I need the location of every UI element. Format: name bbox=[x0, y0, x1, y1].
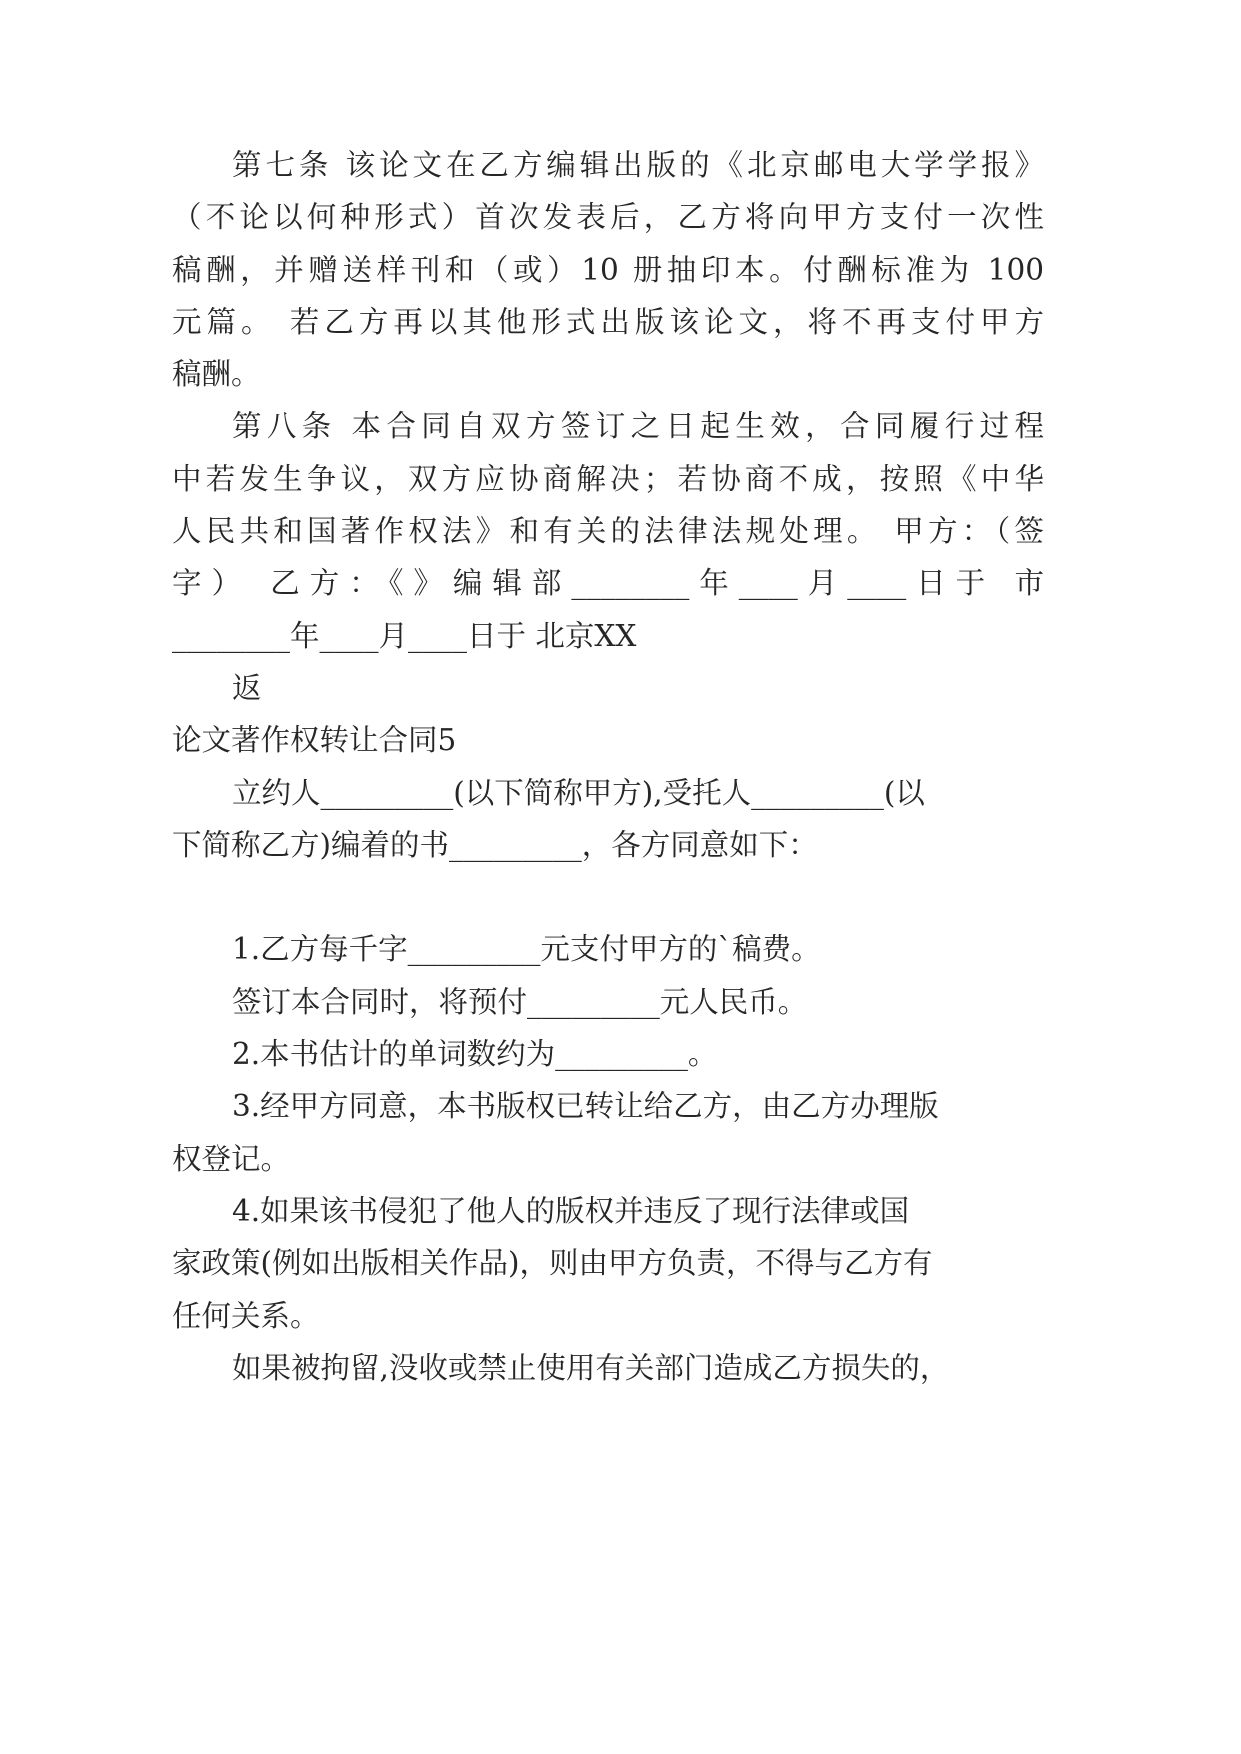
article-7-line: 第七条 该论文在乙方编辑出版的《北京邮电大学学报》 bbox=[232, 148, 1044, 182]
clause-4-line: 任何关系。 bbox=[172, 1298, 320, 1333]
article-8-line: 中若发生争议，双方应协商解决；若协商不成，按照《中华 bbox=[172, 461, 1044, 496]
clause-3-line: 3.经甲方同意，本书版权已转让给乙方，由乙方办理版 bbox=[232, 1089, 939, 1124]
article-7-line: 稿酬。 bbox=[172, 357, 261, 392]
clause-1: 1.乙方每千字_________元支付甲方的`稿费。 bbox=[232, 932, 821, 967]
clause-5-line: 如果被拘留,没收或禁止使用有关部门造成乙方损失的， bbox=[232, 1350, 950, 1385]
section-title: 论文著作权转让合同5 bbox=[172, 723, 457, 758]
article-8-signature-line: 字） 乙方：《》编辑部________年____月____日于 市 bbox=[172, 566, 1044, 601]
intro-line: 下简称乙方)编着的书_________，各方同意如下： bbox=[172, 827, 818, 862]
article-8-line: 人民共和国著作权法》和有关的法律法规处理。 甲方：（签 bbox=[172, 514, 1044, 549]
return-text: 返 bbox=[232, 670, 262, 705]
article-7-line: （不论以何种形式）首次发表后，乙方将向甲方支付一次性 bbox=[172, 200, 1044, 235]
clause-4-line: 家政策(例如出版相关作品)，则由甲方负责，不得与乙方有 bbox=[172, 1246, 933, 1281]
article-7-line: 稿酬，并赠送样刊和（或）10 册抽印本。付酬标准为 100 bbox=[172, 252, 1044, 287]
clause-1-prepay: 签订本合同时，将预付_________元人民币。 bbox=[232, 984, 808, 1019]
clause-4-line: 4.如果该书侵犯了他人的版权并违反了现行法律或国 bbox=[232, 1193, 910, 1228]
article-8-line: 第八条 本合同自双方签订之日起生效，合同履行过程 bbox=[232, 409, 1044, 444]
document-body bbox=[172, 139, 1044, 1394]
blank-line bbox=[172, 871, 1044, 923]
article-8-signature-line: ________年____月____日于 北京XX bbox=[172, 618, 637, 653]
clause-3-line: 权登记。 bbox=[172, 1141, 291, 1176]
article-7-line: 元篇。 若乙方再以其他形式出版该论文，将不再支付甲方 bbox=[172, 304, 1044, 339]
clause-2: 2.本书估计的单词数约为_________。 bbox=[232, 1037, 718, 1072]
intro-line: 立约人_________(以下简称甲方),受托人_________(以 bbox=[232, 775, 925, 810]
